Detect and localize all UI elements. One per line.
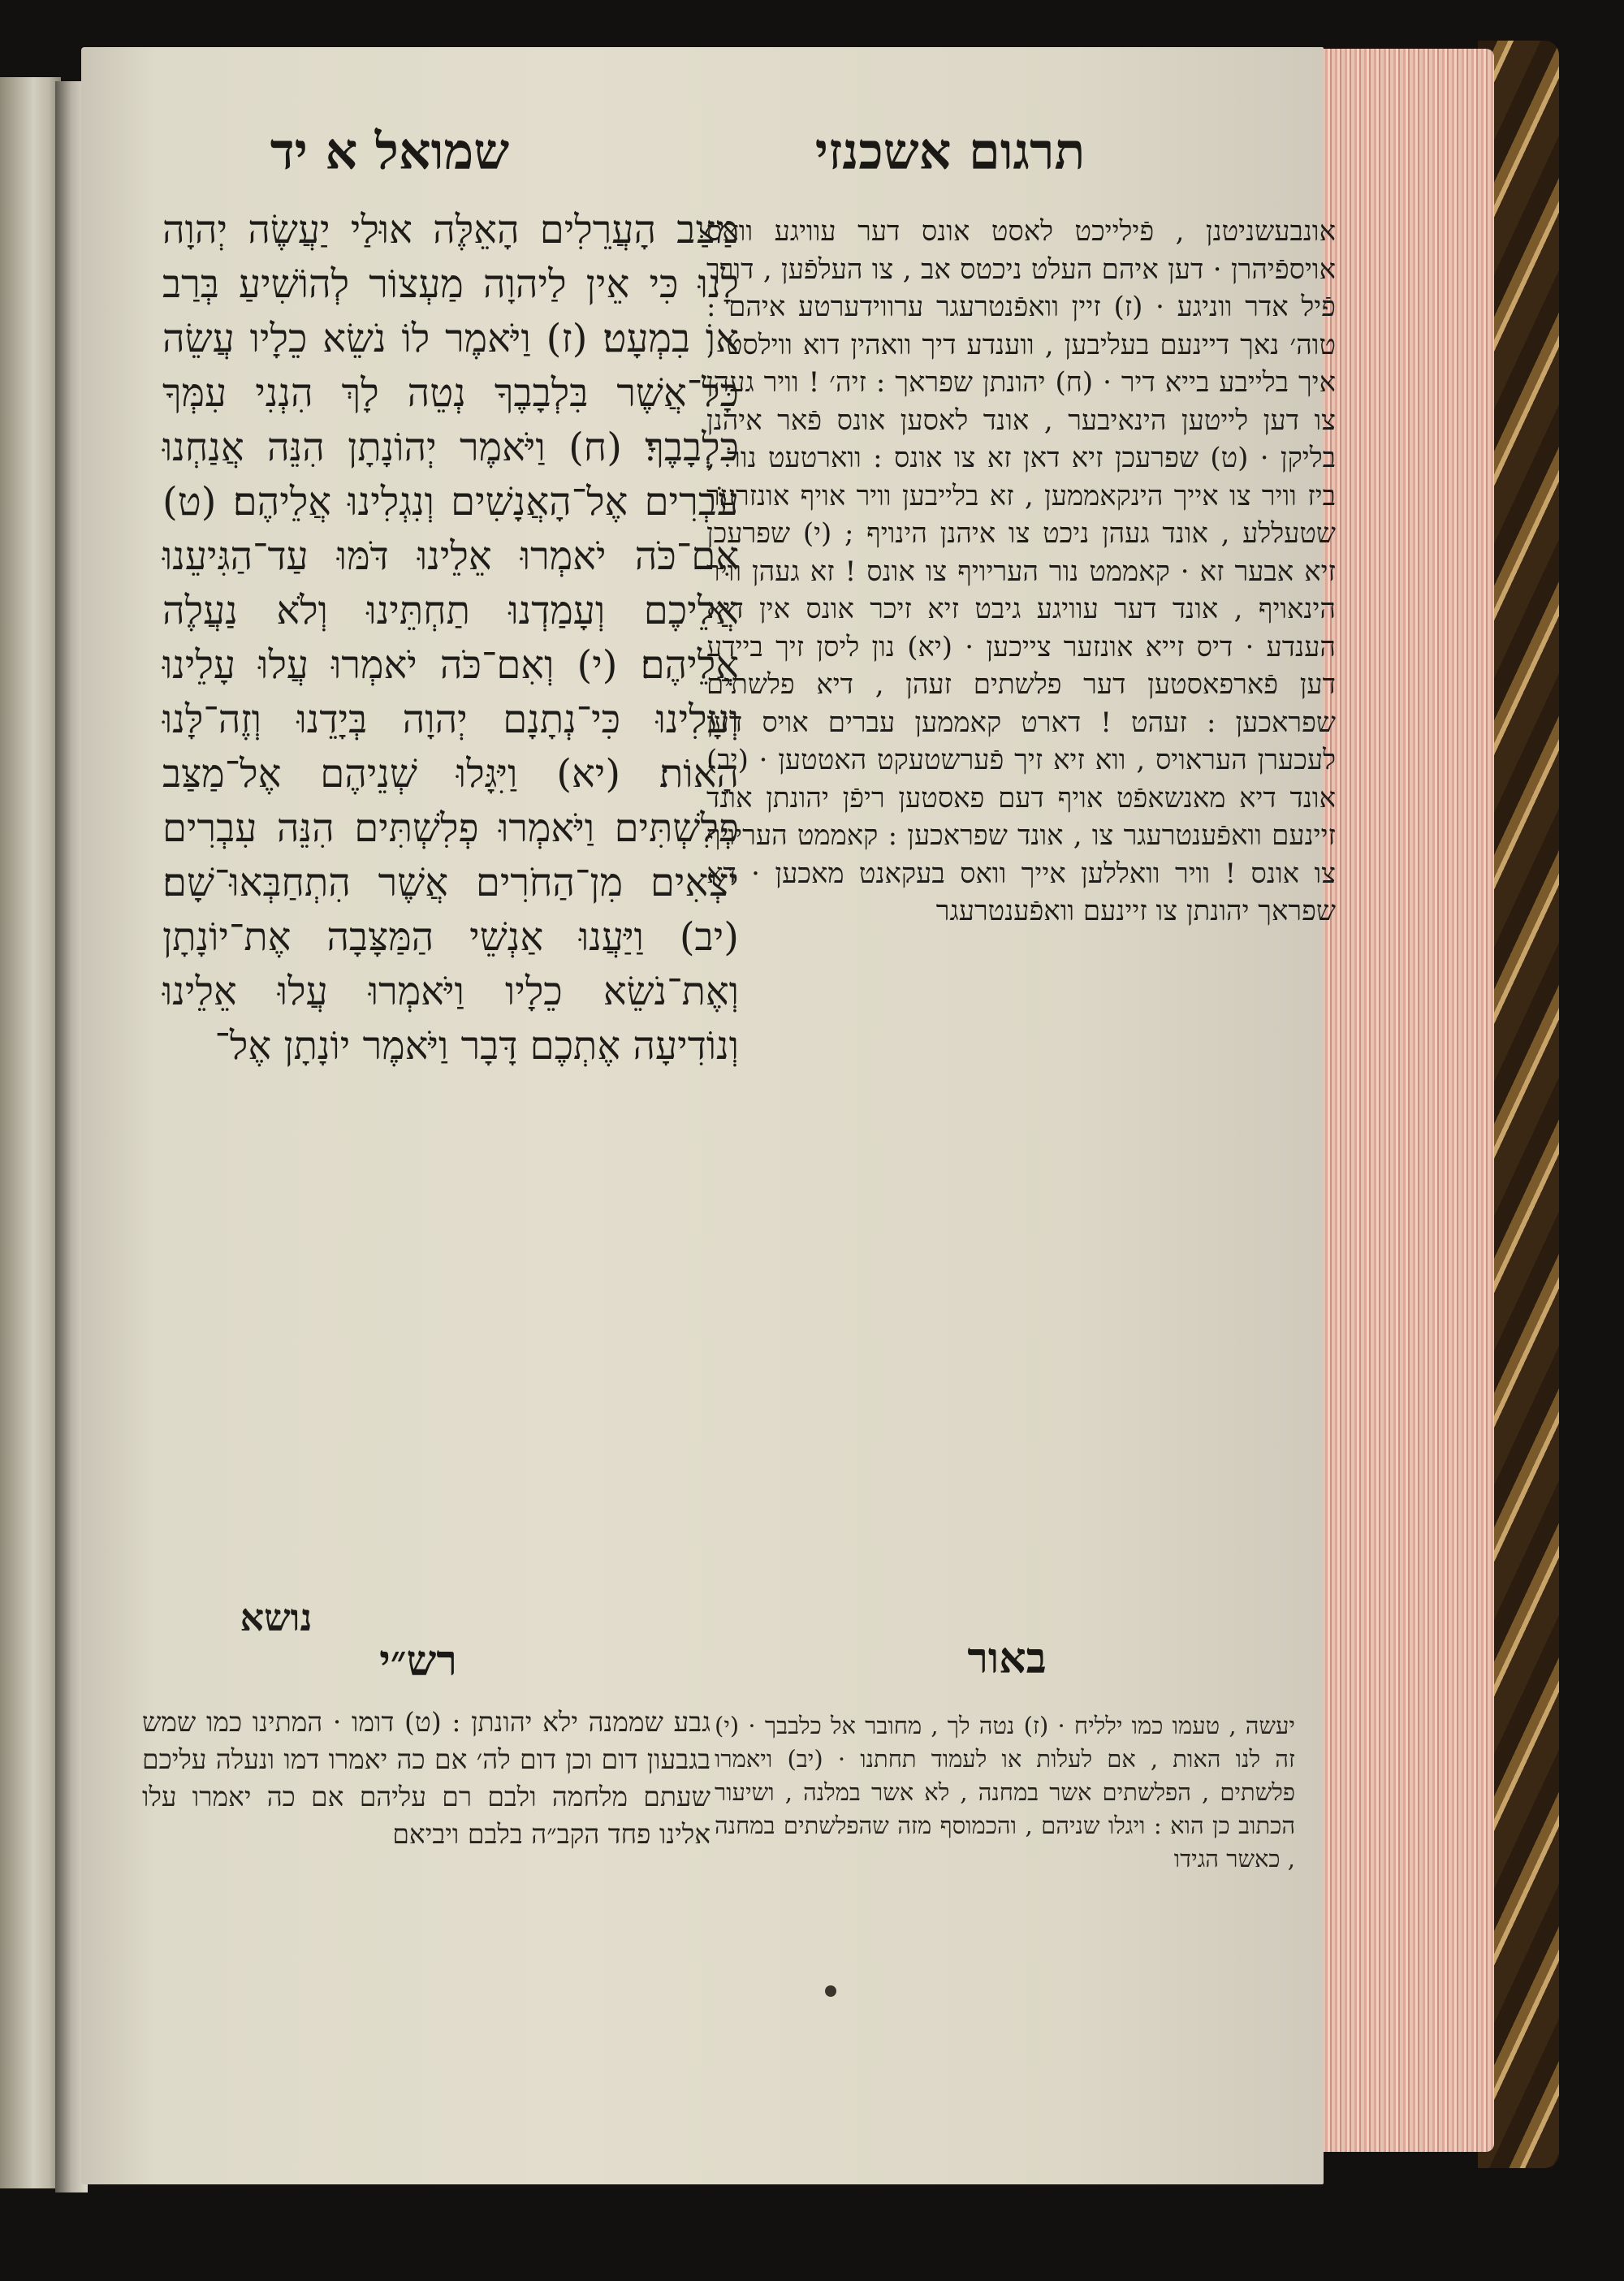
rashi-heading: רש״י (379, 1636, 457, 1686)
running-header-targum: תרגום אשכנזי (814, 122, 1086, 181)
running-header-samuel: שמואל א יד (270, 122, 510, 181)
left-page-edge (0, 77, 61, 2188)
biur-heading: באור (967, 1634, 1047, 1683)
catchword: נושא (240, 1596, 313, 1639)
biur-commentary: יעשה , טעמו כמו ילליח · (ז) נטה לך , מחובר אל כלבבך · (י) זה לנו האות , אם לעלות או לעמוד תחתנו · (יב) ויאמרו פלשתים , הפלשתים אשר במחנה , לא אשר במלנה , ושיעור הכתוב כן הוא : ויגלו שניהם , והכמוסף מזה שהפלשתים במחנה , כאשר הגידו (715, 1712, 1295, 1873)
page-edges (1315, 49, 1494, 2152)
ornament-dot (825, 1985, 836, 1997)
hebrew-bible-text: מַצַּב הָעֲרֵלִים הָאֵלֶּה אוּלַי יַעֲשֶׂה יְהוָה לָנוּ כִּי אֵין לַיהוָה מַעְצוֹר לְהוֹשִׁיעַ בְּרַב אוֹ בִמְעָט׃ (ז) וַיֹּאמֶר לוֹ נֹשֵׂא כֵלָיו עֲשֵׂה כָּל־אֲשֶׁר בִּלְבָבֶךָ נְטֵה לָךְ הִנְנִי עִמְּךָ כִּלְבָבֶךָ׃ (ח) וַיֹּאמֶר יְהוֹנָתָן הִנֵּה אֲנַחְנוּ עֹבְרִים אֶל־הָאֲנָשִׁים וְנִגְלִינוּ אֲלֵיהֶם׃ (ט) אִם־כֹּה יֹאמְרוּ אֵלֵינוּ דֹּמּוּ עַד־הַגִּיעֵנוּ אֲלֵיכֶם וְעָמַדְנוּ תַחְתֵּינוּ וְלֹא נַעֲלֶה אֲלֵיהֶם׃ (י) וְאִם־כֹּה יֹאמְרוּ עֲלוּ עָלֵינוּ וְעָלִינוּ כִּי־נְתָנָם יְהוָה בְּיָדֵנוּ וְזֶה־לָּנוּ הָאוֹת׃ (יא) וַיִּגָּלוּ שְׁנֵיהֶם אֶל־מַצַּב פְּלִשְׁתִּים וַיֹּאמְרוּ פְלִשְׁתִּים הִנֵּה עִבְרִים יֹצְאִים מִן־הַחֹרִים אֲשֶׁר הִתְחַבְּאוּ־שָׁם׃ (יב) וַיַּעֲנוּ אַנְשֵׁי הַמַּצָּבָה אֶת־יוֹנָתָן וְאֶת־נֹשֵׂא כֵלָיו וַיֹּאמְרוּ עֲלוּ אֵלֵינוּ וְנוֹדִיעָה אֶתְכֶם דָּבָר וַיֹּאמֶר יוֹנָתָן אֶל־ (162, 207, 739, 1069)
rashi-commentary: גבע שממנה ילא יהונתן : (ט) דומו · המתינו כמו שמש בגבעון דום וכן דום לה׳ אם כה יאמרו דמו ונעלה עליכם שעתם מלחמה ולבם רם עליהם אם כה יאמרו עלו אלינו פחד הקב״ה בלבם ויביאם (142, 1706, 710, 1850)
targum-ashkenazi-text: אונבעשניטנן , פֿילייכט לאסט אונס דער עוויגע וואס אויספֿיהרן · דען איהם העלט ניכטס אב , צו העלפֿען , דורך פֿיל אדר ווניגע · (ז) זיין וואפֿנטרעגר ערווידערטע איהם : טוה׳ נאך דיינעם בעליבען , ווענדע דיך וואהין דוא ווילסט , איך בלייבע בייא דיר · (ח) יהונתן שפראך : זיה׳ ! וויר געהן צו דען לייטען הינאיבער , אונד לאסען אונס פֿאר איהנן בליקן · (ט) שפרעכן זיא דאן זא צו אונס : ווארטעט נור , ביז וויר צו אייך הינקאממען , זא בלייבען וויר אויף אונזרער שטעללע , אונד געהן ניכט צו איהנן הינויף ; (י) שפרעכן זיא אבער זא · קאממט נור העריויף צו אונס ! זא געהן וויר הינאויף , אונד דער עוויגע גיבט זיא זיכר אונס אין דיא הענדע · דיס זייא אונזער צייכען · (יא) נון ליסן זיך ביידע דען פֿארפאסטען דער פלשתים זעהן , דיא פלשתים שפראכען : זעהט ! דארט קאממען עברים אויס דען לעכערן העראויס , ווא זיא זיך פֿערשטעקט האטטען · (יב) אונד דיא מאנשאפֿט אויף דעם פאסטען ריפֿן יהונתן אונד זיינעם וואפֿענטרעגר צו , אונד שפראכען : קאממט העריויף צו אונס ! וויר וואללען אייך וואס בעקאנט מאכען · דא שפראך יהונתן צו זיינעם וואפֿענטרעגר (706, 215, 1336, 927)
